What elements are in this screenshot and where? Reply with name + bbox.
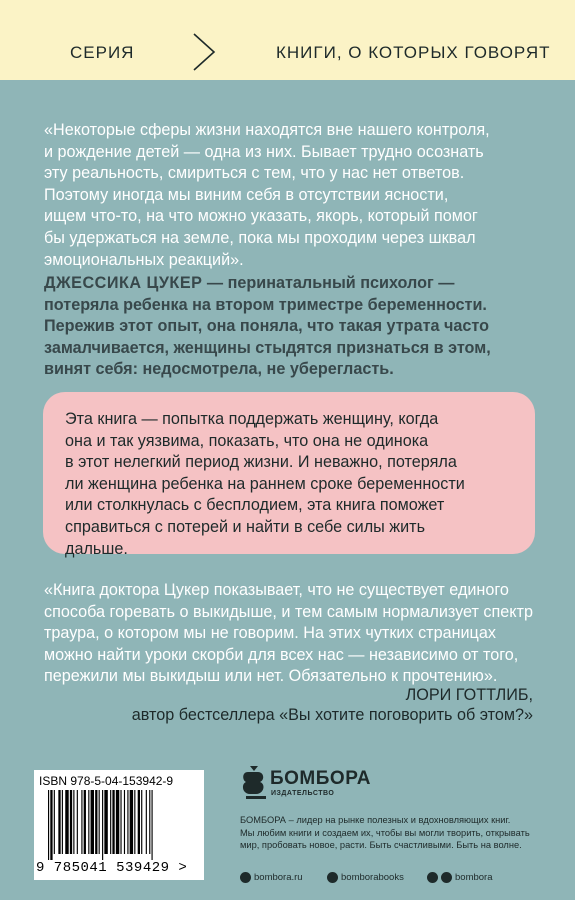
barcode-bars (48, 790, 198, 860)
barcode-bar (149, 790, 150, 854)
barcode-bar (99, 790, 100, 854)
barcode-bar (84, 790, 86, 854)
review-author-name: ЛОРИ ГОТТЛИБ, (405, 686, 533, 704)
barcode-bar (102, 790, 103, 860)
telegram-icon (441, 872, 452, 883)
barcode-bar (95, 790, 97, 854)
description-line: или столкнулась с бесплодием, эта книга поможет (65, 496, 445, 515)
barcode-bar (112, 790, 114, 854)
barcode-bar (48, 790, 49, 860)
barcode-bar (62, 790, 63, 854)
description-line: Эта книга — попытка поддержать женщину, когда (65, 410, 439, 428)
description-line: дальше. (65, 539, 128, 558)
social-label: bombora (455, 872, 493, 883)
quote-line: Поэтому иногда мы виним себя в отсутствии ясности, (44, 185, 449, 204)
social-links (240, 872, 560, 888)
barcode-bar (77, 790, 78, 854)
bombora-logo-icon (240, 762, 270, 802)
about-line: винят себя: недосмотрела, не уберегласть. (44, 360, 394, 379)
barcode-bar (110, 790, 111, 854)
barcode-bar (127, 790, 128, 854)
barcode-bar (116, 790, 119, 854)
about-line: замалчивается, женщины стыдятся признаться в этом, (44, 338, 491, 357)
barcode-bar (104, 790, 107, 854)
review-attribution (132, 685, 533, 725)
quote-line: «Некоторые сферы жизни находятся вне нашего контроля, (44, 121, 490, 139)
review-line: пережили мы выкидыш или нет. Обязательно к прочтению». (44, 667, 498, 686)
barcode-bar (73, 790, 74, 854)
review-line: способа горевать о выкидыше, и тем самым нормализует спектр (44, 602, 533, 621)
barcode-bar (50, 790, 52, 860)
review-author-desc: автор бестселлера «Вы хотите поговорить об этом?» (131, 706, 533, 724)
description-line: справиться с потерей и найти в себе силы жить (65, 517, 426, 536)
barcode-bar (152, 790, 153, 860)
description-text (65, 409, 513, 560)
barcode-bar (134, 790, 135, 854)
opening-quote (44, 120, 536, 271)
barcode-bar (138, 790, 140, 854)
quote-line: эту реальность, смириться с тем, что у нас нет ответов. (44, 164, 465, 183)
social-link-books[interactable] (327, 872, 404, 883)
blurb-line: БОМБОРА – лидер на рынке полезных и вдохновляющих книг. (240, 815, 511, 825)
quote-line: и рождение детей — одна из них. Бывает трудно осознать (44, 142, 484, 161)
barcode (34, 770, 204, 880)
social-label: bombora.ru (254, 872, 303, 883)
barcode-bar (88, 790, 89, 854)
instagram-icon (240, 872, 251, 883)
publisher-blurb (240, 814, 560, 852)
quote-line: бы удержаться на земле, пока мы проходим через шквал (44, 228, 476, 247)
vk-icon (327, 872, 338, 883)
about-line: Пережив этот опыт, она поняла, что такая утрата часто (44, 317, 489, 336)
description-line: она и так уязвима, показать, что она не одинока (65, 431, 429, 450)
barcode-bar (65, 790, 68, 854)
about-first-line-rest: — перинатальный психолог — (202, 274, 455, 292)
barcode-bar (124, 790, 125, 854)
barcode-bar (91, 790, 94, 854)
social-label: bomborabooks (341, 872, 404, 883)
series-banner (0, 0, 575, 80)
barcode-bar (146, 790, 147, 854)
barcode-bar (81, 790, 82, 854)
isbn-text: ISBN 978-5-04-153942-9 (39, 774, 174, 788)
barcode-bar (120, 790, 121, 854)
barcode-bar (54, 790, 55, 854)
barcode-bar (70, 790, 72, 854)
description-line: ли женщина ребенка на раннем сроке беременности (65, 474, 465, 493)
barcode-bar (58, 790, 60, 854)
publisher-brand: БОМБОРА (270, 768, 371, 789)
review-line: «Книга доктора Цукер показывает, что не существует единого (44, 581, 509, 599)
barcode-bar (141, 790, 142, 854)
description-box (43, 392, 535, 558)
review-quote (44, 580, 536, 688)
review-line: траура, о котором мы не говорим. На этих чутких страницах (44, 624, 496, 643)
blurb-line: Мы любим книги и создаем их, чтобы вы могли творить, открывать (240, 827, 530, 838)
barcode-digits: 9 785041 539429 > (36, 860, 188, 876)
about-line: потеряла ребенка на втором триместре беременности. (44, 295, 487, 314)
author-about (44, 273, 536, 381)
social-link-site[interactable] (240, 872, 303, 883)
author-name: ДЖЕССИКА ЦУКЕР (44, 274, 203, 292)
series-label: СЕРИЯ (70, 43, 135, 62)
review-line: можно найти уроки скорби для всех нас — независимо от того, (44, 645, 519, 664)
social-link-channel[interactable] (427, 872, 493, 883)
chevron-right-icon (190, 32, 220, 72)
publisher-brand-sub: ИЗДАТЕЛЬСТВО (271, 790, 335, 797)
description-line: в этот нелегкий период жизни. И неважно, потеряла (65, 453, 457, 472)
blurb-line: мир, пробовать новое, расти. Быть счастливыми. Быть на волне. (240, 840, 522, 851)
quote-line: ищем что-то, на что можно указать, якорь, который помог (44, 207, 478, 226)
about-line (44, 273, 536, 295)
telegram-icon (427, 872, 438, 883)
series-name: КНИГИ, О КОТОРЫХ ГОВОРЯТ (276, 43, 551, 62)
barcode-bar (130, 790, 133, 854)
quote-line: эмоциональных реакций». (44, 250, 244, 269)
